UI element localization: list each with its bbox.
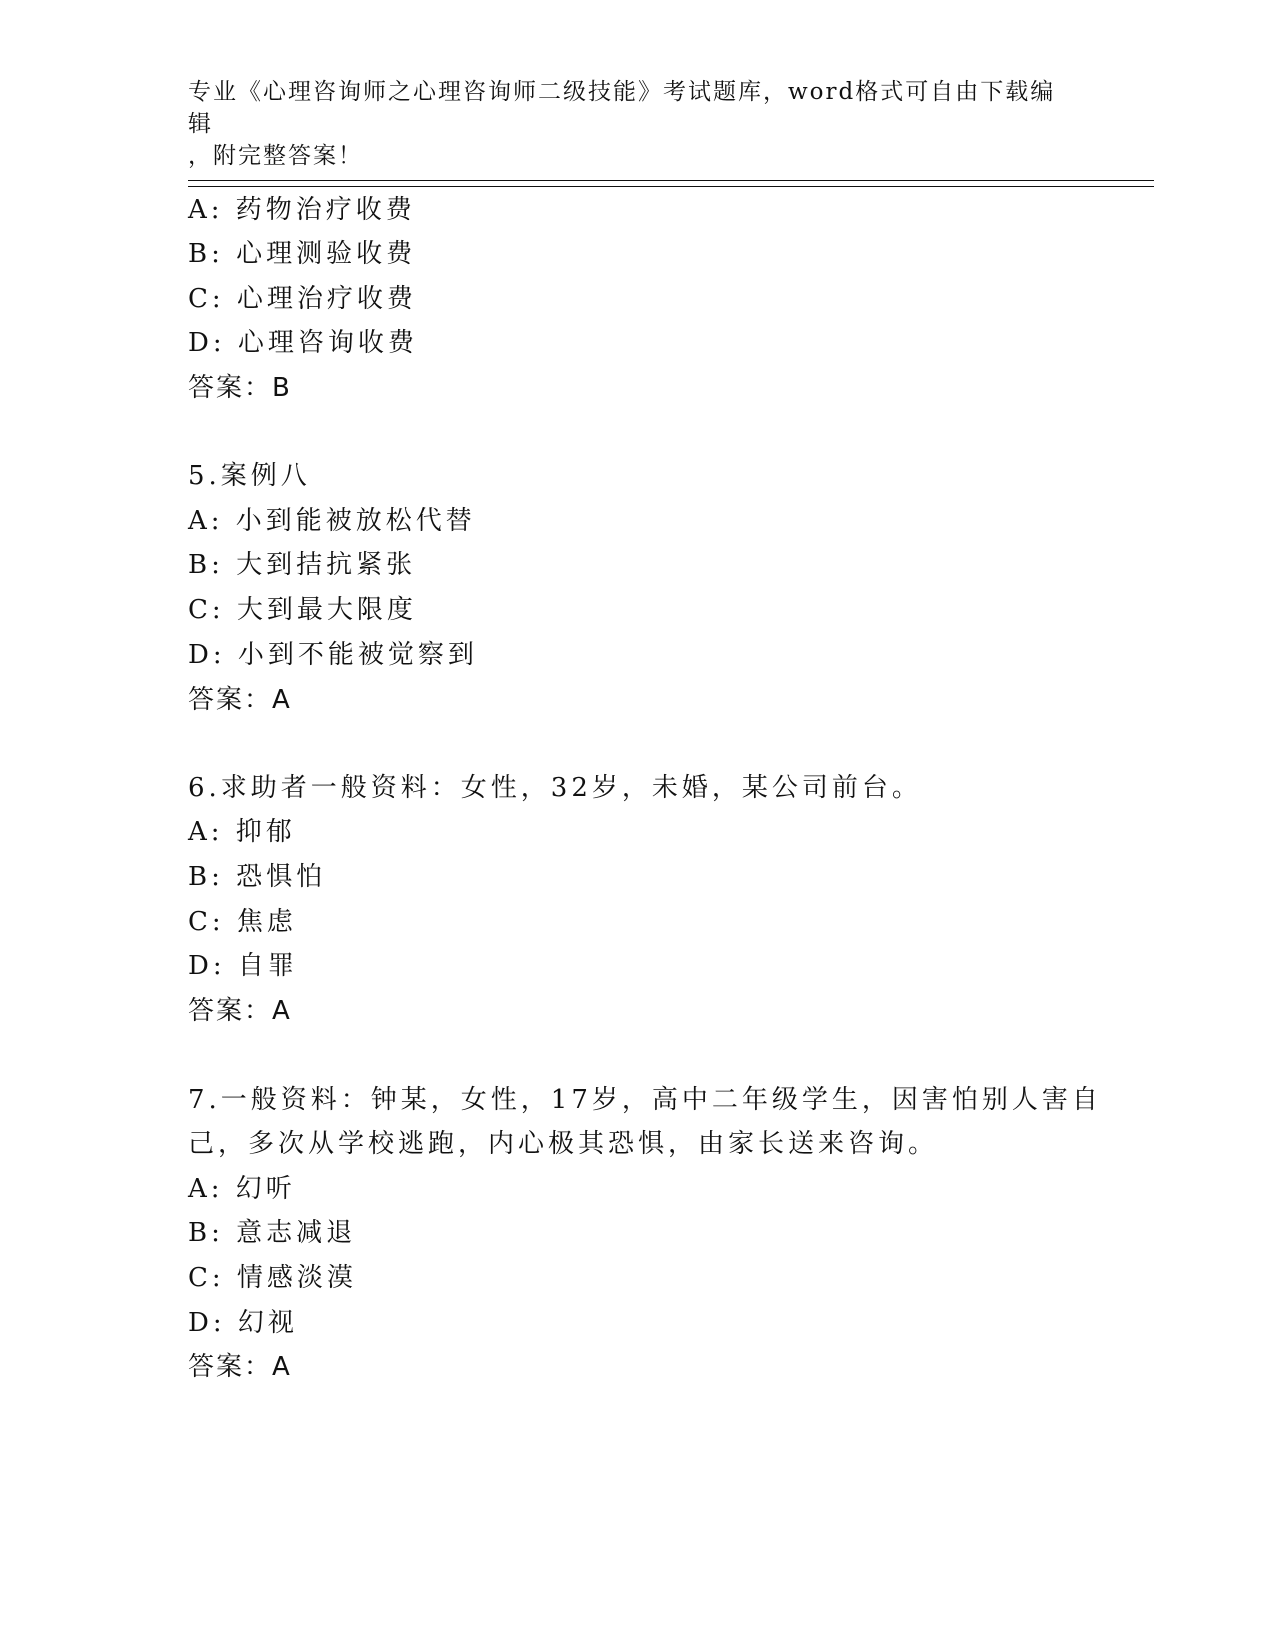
q7-option-a: A: 幻听 <box>188 1174 296 1204</box>
header-title-line-1: 专业《心理咨询师之心理咨询师二级技能》考试题库，word格式可自由下载编辑 <box>188 79 1056 137</box>
q6-option-a: A: 抑郁 <box>188 817 296 847</box>
q7-answer: 答案：A <box>188 1352 292 1382</box>
q5-option-b: B: 大到拮抗紧张 <box>188 550 417 580</box>
q6-stem: 6.求助者一般资料：女性，32岁，未婚，某公司前台。 <box>188 773 922 803</box>
q7-stem-line-2: 己，多次从学校逃跑，内心极其恐惧，由家长送来咨询。 <box>188 1129 939 1159</box>
q4-option-a: A: 药物治疗收费 <box>188 195 416 225</box>
q5-option-a: A: 小到能被放松代替 <box>188 506 476 536</box>
q7-option-b: B: 意志减退 <box>188 1218 357 1248</box>
q7-option-d: D: 幻视 <box>188 1308 298 1338</box>
q6-option-d: D: 自罪 <box>188 951 298 981</box>
document-header <box>188 76 1068 172</box>
q6-answer: 答案：A <box>188 996 292 1026</box>
header-title-line-2: ，附完整答案！ <box>188 143 363 169</box>
q5-option-d: D: 小到不能被觉察到 <box>188 640 478 670</box>
q4-option-c: C: 心理治疗收费 <box>188 284 417 314</box>
q7-stem-line-1: 7.一般资料：钟某，女性，17岁，高中二年级学生，因害怕别人害自 <box>188 1085 1102 1115</box>
q4-answer: 答案：B <box>188 373 292 403</box>
q5-answer: 答案：A <box>188 685 292 715</box>
q6-option-c: C: 焦虑 <box>188 907 297 937</box>
q7-option-c: C: 情感淡漠 <box>188 1263 357 1293</box>
q5-option-c: C: 大到最大限度 <box>188 595 417 625</box>
q4-option-d: D: 心理咨询收费 <box>188 328 418 358</box>
q4-option-b: B: 心理测验收费 <box>188 239 417 269</box>
q6-option-b: B: 恐惧怕 <box>188 862 327 892</box>
header-double-rule <box>188 180 1154 187</box>
q5-stem: 5.案例八 <box>188 461 311 491</box>
